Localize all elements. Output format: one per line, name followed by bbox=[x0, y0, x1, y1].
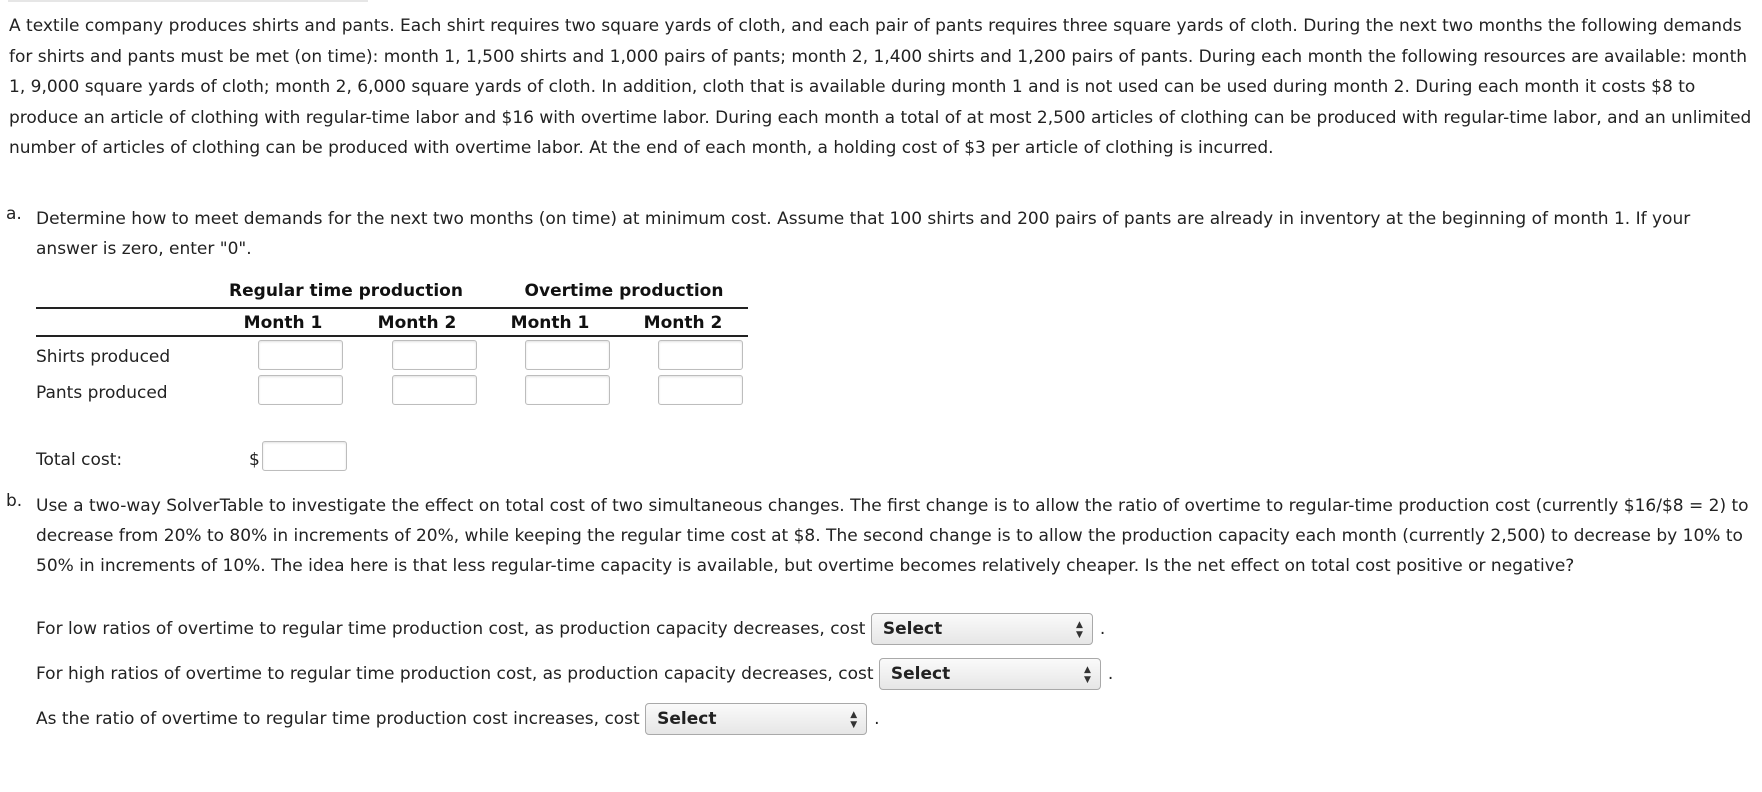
header-ot-month-1: Month 1 bbox=[510, 313, 590, 333]
header-ot-month-2: Month 2 bbox=[643, 313, 723, 333]
part-a-text: Determine how to meet demands for the next two months (on time) at minimum cost. Assume that 100 shirts and 200 pairs of pants are already in inventory at the beginning of month 1. If your answer is zero, enter "0". bbox=[36, 209, 1691, 259]
header-overtime: Overtime production bbox=[524, 281, 724, 301]
shirts-reg-month-2-input[interactable] bbox=[392, 340, 477, 370]
total-cost-input[interactable] bbox=[262, 441, 347, 471]
part-b-text: Use a two-way SolverTable to investigate the effect on total cost of two simultaneous changes. The first change is to allow the ratio of overtime to regular-time production cost (currently $16/$8 = 2) to decrease from 20% to 80% in increments of 20%, while keeping the regular time cost at $8. The second change is to allow the production capacity each month (currently 2,500) to decrease by 10% to 50% in increments of 10%. The idea here is that less regular-time capacity is available, but overtime becomes relatively cheaper. Is the net effect on total cost positive or negative? bbox=[36, 496, 1749, 576]
total-cost-label: Total cost: bbox=[36, 450, 123, 470]
header-reg-month-1: Month 1 bbox=[243, 313, 323, 333]
question-ratio-increase bbox=[36, 703, 880, 735]
select-arrows-icon: ▲ ▼ bbox=[850, 710, 858, 730]
header-rule-bottom bbox=[36, 335, 748, 337]
period: . bbox=[1099, 619, 1106, 639]
pants-ot-month-2-input[interactable] bbox=[658, 375, 743, 405]
pants-reg-month-1-input[interactable] bbox=[258, 375, 343, 405]
row-label-shirts: Shirts produced bbox=[36, 347, 171, 367]
shirts-ot-month-2-input[interactable] bbox=[658, 340, 743, 370]
shirts-reg-month-1-input[interactable] bbox=[258, 340, 343, 370]
high-ratio-select-value: Select bbox=[890, 664, 951, 684]
ratio-increase-select[interactable] bbox=[645, 703, 867, 735]
ratio-increase-select-value: Select bbox=[657, 709, 717, 729]
header-regular-time: Regular time production bbox=[229, 281, 463, 301]
question-low-ratio bbox=[36, 613, 1105, 645]
question-high-ratio-text: For high ratios of overtime to regular time production cost, as production capacity decreases, cost bbox=[36, 664, 874, 684]
low-ratio-select-value: Select bbox=[882, 619, 943, 639]
period: . bbox=[874, 709, 880, 729]
period: . bbox=[1107, 664, 1114, 684]
currency-symbol: $ bbox=[249, 450, 260, 470]
question-ratio-increase-text: As the ratio of overtime to regular time production cost increases, cost bbox=[36, 709, 640, 729]
row-label-pants: Pants produced bbox=[36, 383, 168, 403]
pants-ot-month-1-input[interactable] bbox=[525, 375, 610, 405]
question-low-ratio-text: For low ratios of overtime to regular time production cost, as production capacity decreases, cost bbox=[36, 619, 866, 639]
question-high-ratio bbox=[36, 658, 1113, 690]
problem-statement: A textile company produces shirts and pants. Each shirt requires two square yards of cloth, and each pair of pants requires three square yards of cloth. During the next two months the following demands for shirts and pants must be met (on time): month 1, 1,500 shirts and 1,000 pairs of pants; month 2, 1,400 shirts and 1,200 pairs of pants. During each month the following resources are available: month 1, 9,000 square yards of cloth; month 2, 6,000 square yards of cloth. In addition, cloth that is available during month 1 and is not used can be used during month 2. During each month it costs $8 to produce an article of clothing with regular-time labor and $16 with overtime labor. During each month a total of at most 2,500 articles of clothing can be produced with regular-time labor, and an unlimited number of articles of clothing can be produced with overtime labor. At the end of each month, a holding cost of $3 per article of clothing is incurred. bbox=[9, 16, 1752, 158]
header-rule-top bbox=[36, 307, 748, 309]
select-arrows-icon: ▲ ▼ bbox=[1075, 620, 1083, 640]
high-ratio-select[interactable] bbox=[879, 658, 1101, 690]
header-reg-month-2: Month 2 bbox=[377, 313, 457, 333]
top-divider bbox=[8, 0, 368, 2]
pants-reg-month-2-input[interactable] bbox=[392, 375, 477, 405]
select-arrows-icon: ▲ ▼ bbox=[1083, 665, 1091, 685]
part-b-letter: b. bbox=[6, 491, 23, 511]
part-a-letter: a. bbox=[6, 204, 22, 224]
shirts-ot-month-1-input[interactable] bbox=[525, 340, 610, 370]
low-ratio-select[interactable] bbox=[871, 613, 1093, 645]
